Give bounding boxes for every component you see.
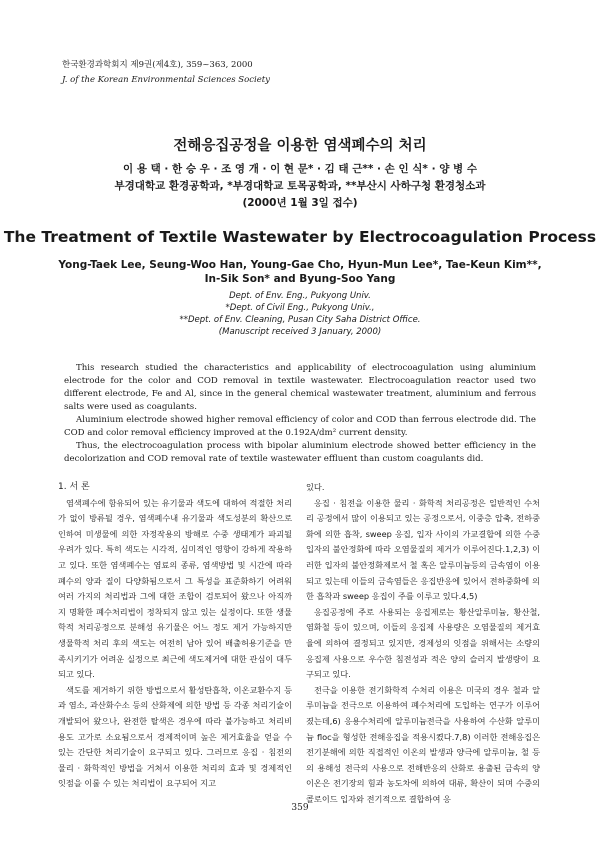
body-paragraph: 색도를 제거하기 위한 방법으로서 활성탄흡착, 이온교환수지 등과 염소, 과산화수소 등의 산화제에 의한 방법 등 각종 처리기술이 개발되어 왔으나, 완전한 탈색은 경우에 따라 불가능하고 처리비용도 고가로 소요됨으로서 경제적이며 높은 제거효율을 얻을 수 있는 간단한 처리기술이 요구되고 있다. 그러므로 응집 · 침전의 물리 · 화학적인 방법을 거쳐서 이용한 처리의 효과 및 경제적인 잇점을 이룰 수 있는 처리법이 요구되어 지고 bbox=[58, 684, 292, 789]
abstract-paragraph-3: Thus, the electrocoagulation process with bipolar aluminium electrode showed better efficiency in the decolorization and COD removal rate of textile wastewater effluent than custom coagulants did. bbox=[64, 441, 536, 464]
authors-english-line1: Yong-Taek Lee, Seung-Woo Han, Young-Gae Cho, Hyun-Mun Lee*, Tae-Keun Kim**, bbox=[58, 259, 542, 271]
authors-korean: 이 용 택 · 한 승 우 · 조 영 개 · 이 현 문* · 김 태 근** · 손 인 식* · 양 병 수 bbox=[123, 163, 477, 175]
body-paragraph: 염색폐수에 함유되어 있는 유기물과 색도에 대하여 적절한 처리가 없이 방류될 경우, 염색폐수내 유기물과 색도성분의 확산으로 인하여 미생물에 의한 자정작용의 방해로 수중 생태계가 파괴될 우려가 있다. 특히 색도는 시각적, 심미적인 영향이 강하게 작용하고 있다. 또한 염색폐수는 염료의 종류, 염색방법 및 시간에 따라 폐수의 양과 질이 다양화됨으로서 그 특성을 표준화하기 어려워 여러 가지의 처리법과 그에 대한 조합이 검토되어 왔으나 아직까지 명확한 폐수처리법이 정착되지 않고 있는 실정이다. 또한 생물학적 처리공정으로 분해성 유기물은 어느 정도 제거 가능하지만 생물학적 처리 후의 색도는 여전히 남아 있어 배출허용기준을 만족시키기가 어려운 실정으로 최근에 색도제거에 대한 관심이 대두되고 있다. bbox=[58, 497, 292, 680]
abstract bbox=[64, 362, 536, 466]
author-block-english bbox=[0, 258, 600, 286]
body-column-right bbox=[306, 480, 540, 807]
body-column-left bbox=[58, 480, 292, 792]
affiliation-english-3: **Dept. of Env. Cleaning, Pusan City Saha District Office. bbox=[179, 315, 421, 325]
page-number: 359 bbox=[291, 803, 309, 813]
journal-citation-korean: 한국환경과학회지 제9권(제4호), 359~363, 2000 bbox=[62, 60, 253, 70]
abstract-paragraph-2: Aluminium electrode showed higher removal efficiency of color and COD than ferrous electrode did. The COD and color removal efficiency improved at the 0.192A/dm² current density. bbox=[64, 415, 536, 438]
affiliation-english bbox=[0, 290, 600, 338]
body-paragraph: 있다. bbox=[306, 482, 325, 492]
journal-citation bbox=[62, 58, 270, 88]
received-date-korean: (2000년 1월 3일 접수) bbox=[242, 197, 358, 209]
affiliation-korean: 부경대학교 환경공학과, *부경대학교 토목공학과, **부산시 사하구청 환경청소과 bbox=[114, 180, 486, 192]
affiliation-english-1: Dept. of Env. Eng., Pukyong Univ. bbox=[229, 291, 371, 301]
abstract-paragraph-1: This research studied the characteristics and applicability of electrocoagulation using aluminium electrode for the color and COD removal in textile wastewater. Electrocoagulation reactor used two different electrode, Fe and Al, since in the general chemical wastewater treatment, aluminium and ferrous salts were used as coagulants. bbox=[64, 363, 536, 412]
affiliation-english-2: *Dept. of Civil Eng., Pukyong Univ., bbox=[225, 303, 375, 313]
body-paragraph: 전극을 이용한 전기화학적 수처리 이용은 미국의 경우 철과 알루미늄을 전극으로 이용하여 폐수처리에 도입하는 연구가 이루어졌는데,6) 응용수처리에 알루미늄전극을 사용하여 수산화 알루미늄 floc을 형성한 전해응집을 적용시켰다.7,8) 이러한 전해응집은 전기분해에 의한 직접적인 이온의 발생과 양극에 알루미늄, 철 등의 용해성 전극의 사용으로 전해반응의 산화로 용출된 금속의 양이온은 전기장의 힘과 농도차에 의하여 대류, 확산이 되며 수중의 콜로이드 입자와 전기적으로 결합하여 응 bbox=[306, 684, 540, 804]
section-heading: 1. 서 론 bbox=[58, 482, 90, 492]
received-date-english: (Manuscript received 3 January, 2000) bbox=[218, 327, 382, 337]
paper-title-english: The Treatment of Textile Wastewater by Electrocoagulation Process bbox=[3, 228, 597, 246]
authors-english-line2: In-Sik Son* and Byung-Soo Yang bbox=[204, 273, 396, 285]
body-paragraph: 응집공정에 주로 사용되는 응집제로는 황산알루미늄, 황산철, 염화철 등이 있으며, 이들의 응집제 사용량은 오염물질의 제거효율에 의하여 결정되고 있지만, 경제성의 잇점을 위해서는 소량의 응집제 사용으로 우수한 침전성과 적은 양의 슬러지 발생량이 요구되고 있다. bbox=[306, 606, 540, 680]
author-block-korean bbox=[0, 161, 600, 212]
journal-citation-english: J. of the Korean Environmental Sciences Society bbox=[62, 75, 270, 85]
paper-title-korean: 전해응집공정을 이용한 염색폐수의 처리 bbox=[173, 138, 427, 154]
body-paragraph: 응집 · 침전을 이용한 물리 · 화학적 처리공정은 일반적인 수처리 공정에서 많이 이용되고 있는 공정으로서, 이중층 압축, 전하중화에 의한 흡착, sweep 응집, 입자 사이의 가교결합에 의한 수중 입자의 불안정화에 따라 오염물질의 제거가 이루어진다.1,2,3) 이러한 입자의 불안정화제로서 철 혹은 알루미늄등의 금속염이 이용되고 있는데 이들의 금속염들은 응집반응에 있어서 전하중화에 의한 흡착과 sweep 응집이 주를 이루고 있다.4,5) bbox=[306, 497, 540, 602]
